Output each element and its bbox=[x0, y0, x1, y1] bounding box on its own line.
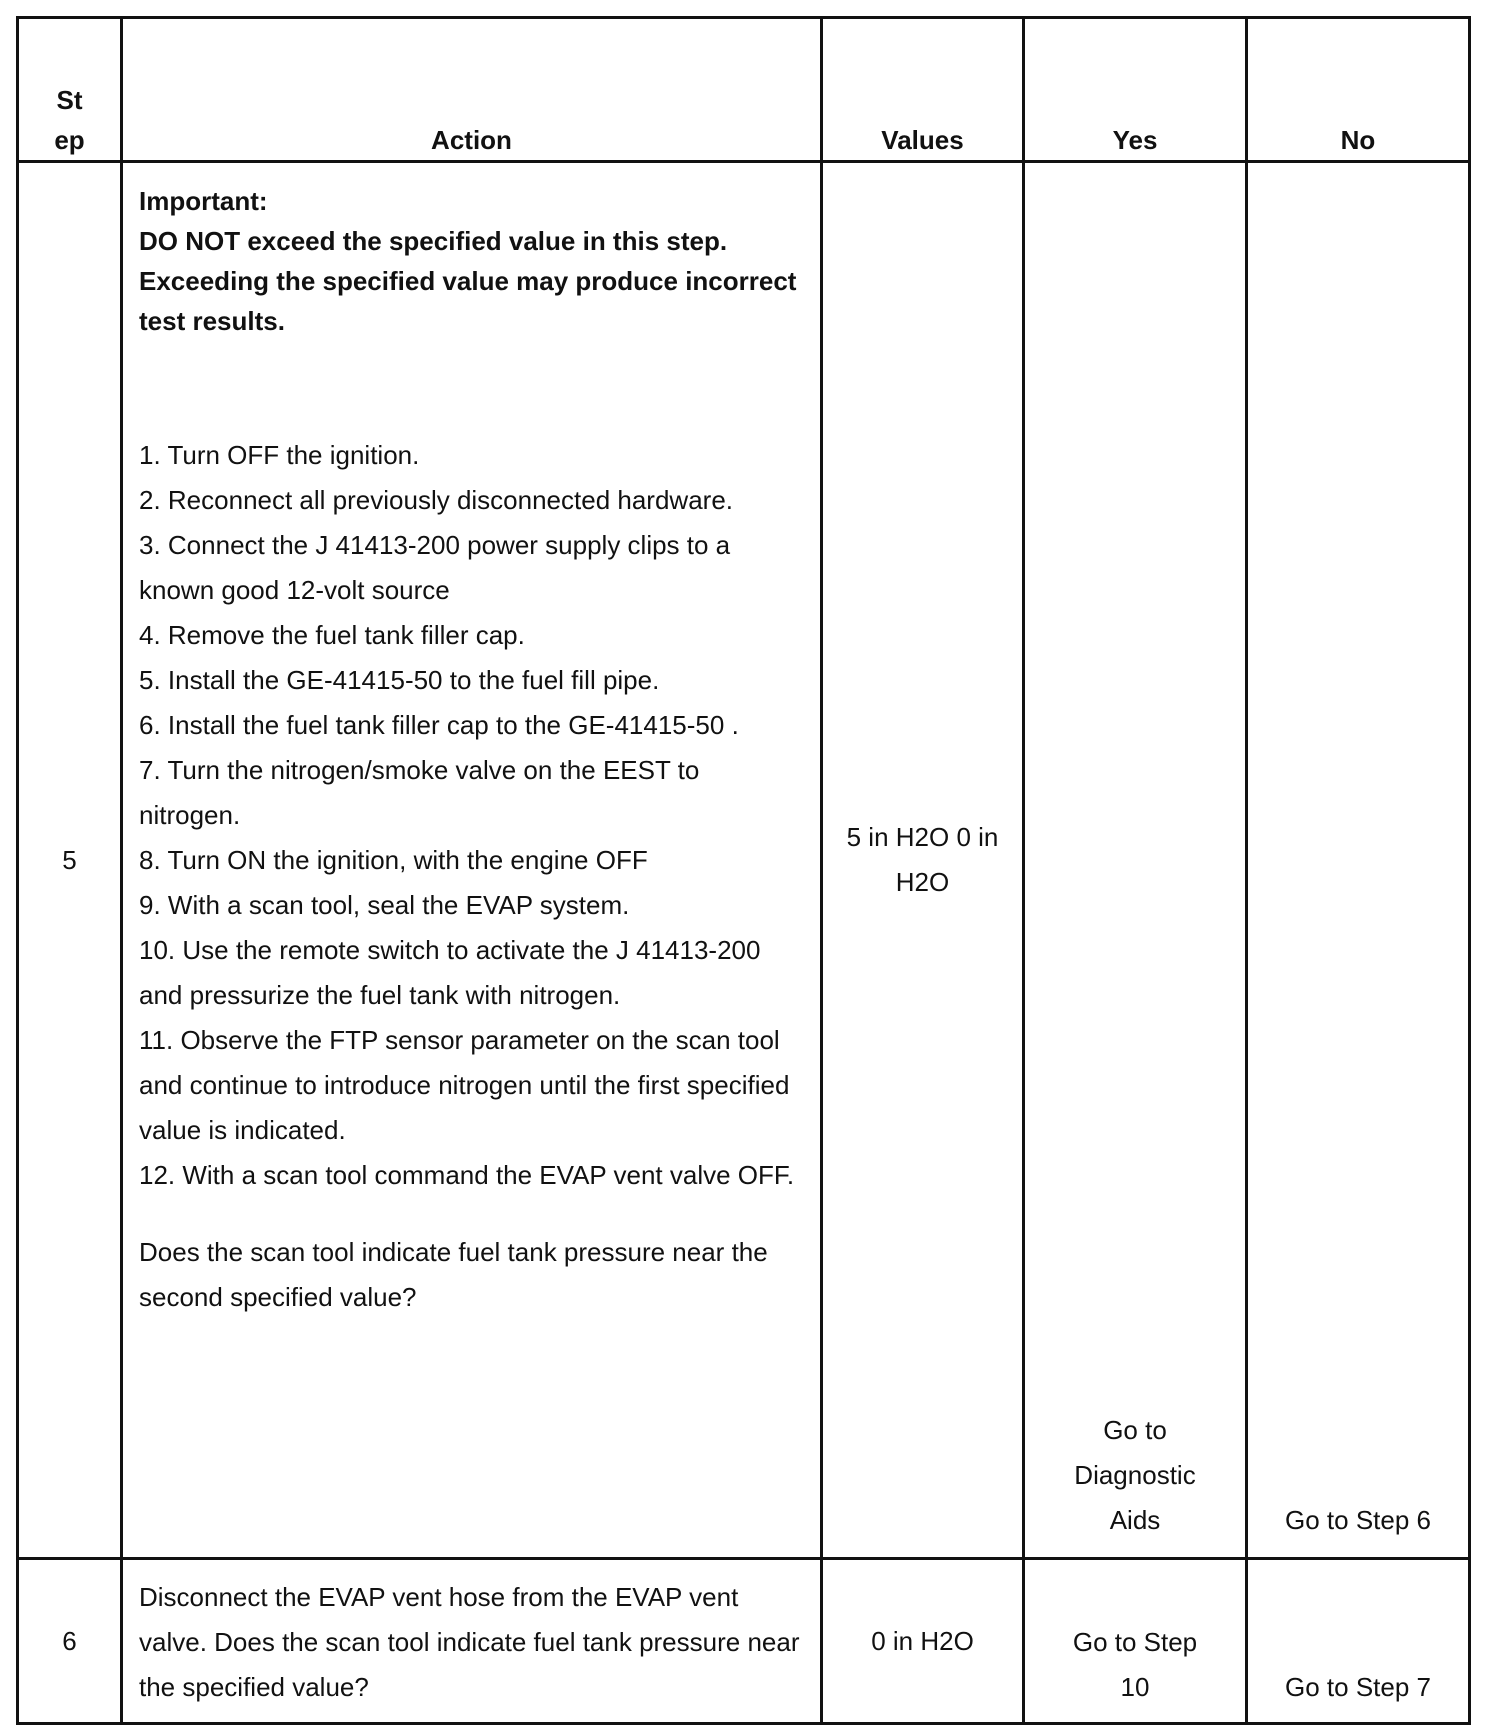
action-text: Disconnect the EVAP vent hose from the EVAP vent valve. Does the scan tool indicate fuel tank pressure near the specified value? bbox=[139, 1582, 800, 1702]
list-item: 4. Remove the fuel tank filler cap. bbox=[139, 620, 525, 650]
header-values: Values bbox=[822, 18, 1024, 162]
header-step-line2: ep bbox=[54, 125, 85, 155]
list-item: 8. Turn ON the ignition, with the engine OFF bbox=[139, 845, 648, 875]
important-text: DO NOT exceed the specified value in this step. Exceeding the specified value may produce incorrect test results. bbox=[139, 226, 797, 336]
list-item: 11. Observe the FTP sensor parameter on the scan tool and continue to introduce nitrogen until the first specified value is indicated. bbox=[139, 1025, 790, 1145]
values-cell bbox=[822, 162, 1024, 1559]
header-row bbox=[18, 18, 1470, 162]
header-no: No bbox=[1247, 18, 1470, 162]
list-item: 5. Install the GE-41415-50 to the fuel fill pipe. bbox=[139, 665, 660, 695]
action-cell bbox=[122, 162, 822, 1559]
no-cell bbox=[1247, 162, 1470, 1559]
list-item: 10. Use the remote switch to activate the J 41413-200 and pressurize the fuel tank with nitrogen. bbox=[139, 935, 761, 1010]
list-item: 2. Reconnect all previously disconnected hardware. bbox=[139, 485, 734, 515]
yes-text: Go to Diagnostic Aids bbox=[1074, 1415, 1196, 1535]
header-action: Action bbox=[122, 18, 822, 162]
list-item: 12. With a scan tool command the EVAP vent valve OFF. bbox=[139, 1160, 795, 1190]
list-item: 1. Turn OFF the ignition. bbox=[139, 440, 420, 470]
values-cell bbox=[822, 1559, 1024, 1724]
no-cell bbox=[1247, 1559, 1470, 1724]
no-text: Go to Step 6 bbox=[1285, 1505, 1431, 1535]
table-row bbox=[18, 1559, 1470, 1724]
list-item: 3. Connect the J 41413-200 power supply clips to a known good 12-volt source bbox=[139, 530, 731, 605]
table-row bbox=[18, 162, 1470, 1559]
list-item: 6. Install the fuel tank filler cap to the GE-41415-50 . bbox=[139, 710, 739, 740]
yes-text: Go to Step 10 bbox=[1072, 1627, 1198, 1702]
list-item: 7. Turn the nitrogen/smoke valve on the EEST to nitrogen. bbox=[139, 755, 700, 830]
important-note bbox=[139, 181, 806, 341]
question-text: Does the scan tool indicate fuel tank pressure near the second specified value? bbox=[139, 1237, 768, 1312]
yes-cell bbox=[1024, 162, 1247, 1559]
step-number: 5 bbox=[18, 162, 122, 1559]
values-text: 5 in H2O 0 in H2O bbox=[846, 822, 999, 897]
list-item: 9. With a scan tool, seal the EVAP system. bbox=[139, 890, 630, 920]
yes-cell bbox=[1024, 1559, 1247, 1724]
header-step bbox=[18, 18, 122, 162]
values-text: 0 in H2O bbox=[871, 1625, 974, 1656]
important-label: Important: bbox=[139, 186, 268, 216]
action-cell bbox=[122, 1559, 822, 1724]
header-step-line1: St bbox=[56, 85, 83, 115]
diagnostic-table bbox=[16, 16, 1471, 1725]
header-yes: Yes bbox=[1024, 18, 1247, 162]
no-text: Go to Step 7 bbox=[1285, 1672, 1431, 1702]
step-number: 6 bbox=[18, 1559, 122, 1724]
